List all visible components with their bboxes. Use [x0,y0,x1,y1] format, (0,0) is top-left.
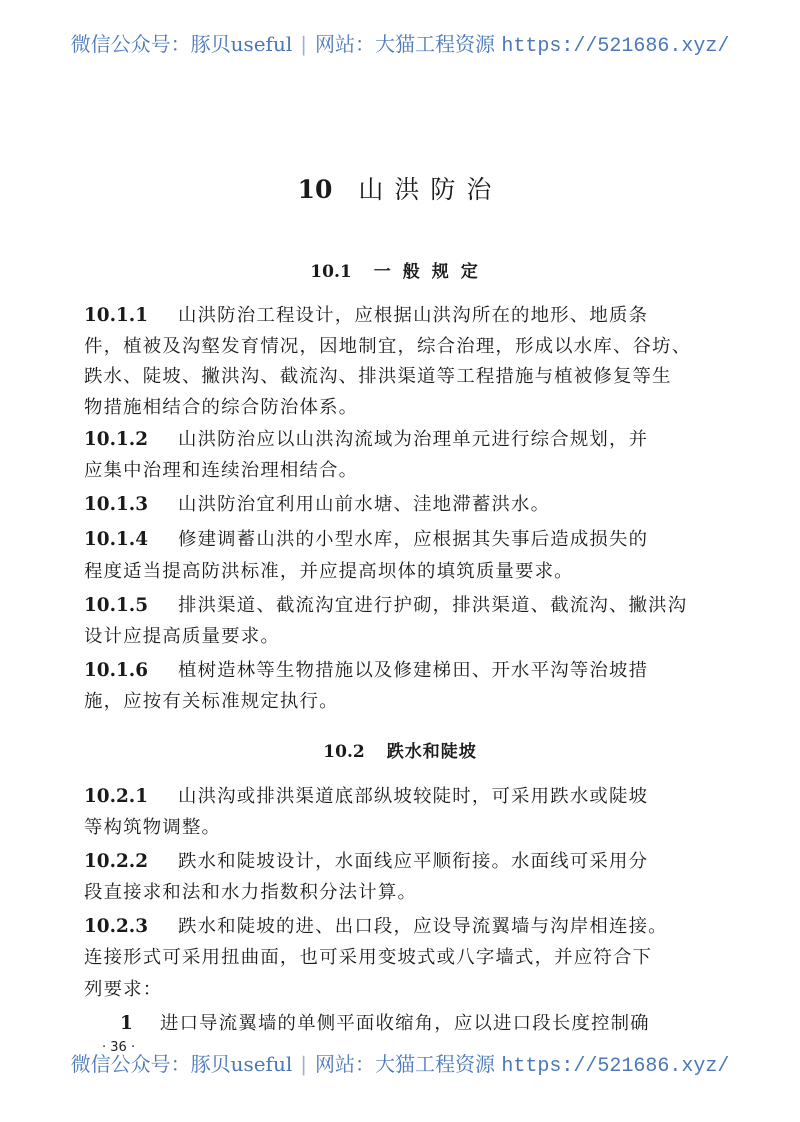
clause-10-1-3 [84,493,550,517]
watermark-bottom [0,1048,800,1078]
clause-number: 10.2.2 [84,851,148,872]
section-heading-10-1 [0,257,800,282]
clause-text-line: 等构筑物调整。 [84,817,222,838]
clause-text: 山洪防治宜利用山前水塘、洼地滞蓄洪水。 [178,494,551,515]
watermark-site: 网站：大猫工程资源 [315,32,495,56]
clause-number: 10.2.3 [84,916,148,937]
clause-number: 10.1.3 [84,494,148,515]
chapter-number: 10 [297,175,333,204]
list-item-1 [120,1012,650,1036]
clause-number: 10.1.2 [84,429,148,450]
watermark-wechat: 微信公众号：豚贝useful [70,32,293,56]
clause-number: 10.2.1 [84,786,148,807]
clause-10-1-6 [84,659,648,683]
watermark-url[interactable]: https://521686.xyz/ [501,35,730,58]
clause-number: 10.1.4 [84,529,148,550]
clause-text-line: 件，植被及沟壑发育情况，因地制宜，综合治理，形成以水库、谷坊、 [84,336,692,357]
watermark-separator: | [300,32,307,56]
clause-text-line: 设计应提高质量要求。 [84,626,280,647]
section-title: 一般规定 [373,262,490,282]
clause-10-2-2 [84,850,648,874]
clause-text: 跌水和陡坡设计，水面线应平顺衔接。水面线可采用分 [178,851,649,872]
clause-text: 修建调蓄山洪的小型水库，应根据其失事后造成损失的 [178,529,649,550]
clause-text-line: 应集中治理和连续治理相结合。 [84,460,359,481]
chapter-title [0,170,800,206]
clause-text-line: 列要求： [84,979,163,1000]
clause-number: 10.1.1 [84,305,148,326]
clause-10-1-5 [84,594,687,618]
clause-number: 10.1.5 [84,595,148,616]
section-title: 跌水和陡坡 [386,742,477,762]
page-number: · 36 · [102,1040,136,1055]
watermark-separator: | [300,1052,307,1076]
clause-10-1-4 [84,528,648,552]
clause-10-2-3 [84,915,668,939]
clause-text-line: 跌水、陡坡、撇洪沟、截流沟、排洪渠道等工程措施与植被修复等生 [84,366,672,387]
clause-text-line: 连接形式可采用扭曲面，也可采用变坡式或八字墙式，并应符合下 [84,947,653,968]
watermark-url[interactable]: https://521686.xyz/ [501,1055,730,1078]
clause-text: 山洪防治应以山洪沟流域为治理单元进行综合规划，并 [178,429,649,450]
item-number: 1 [120,1013,134,1034]
clause-text-line: 物措施相结合的综合防治体系。 [84,397,359,418]
clause-text: 山洪沟或排洪渠道底部纵坡较陡时，可采用跌水或陡坡 [178,786,649,807]
clause-text-line: 段直接求和法和水力指数积分法计算。 [84,882,418,903]
clause-text-line: 施，应按有关标准规定执行。 [84,691,339,712]
clause-text: 跌水和陡坡的进、出口段，应设导流翼墙与沟岸相连接。 [178,916,668,937]
watermark-top [0,28,800,58]
watermark-site: 网站：大猫工程资源 [315,1052,495,1076]
clause-number: 10.1.6 [84,660,148,681]
clause-10-1-1 [84,304,648,328]
clause-10-1-2 [84,428,648,452]
clause-10-2-1 [84,785,648,809]
section-number: 10.2 [323,742,365,762]
chapter-name: 山洪防治 [358,175,503,204]
item-text: 进口导流翼墙的单侧平面收缩角，应以进口段长度控制确 [160,1013,650,1034]
section-heading-10-2 [0,737,800,762]
section-number: 10.1 [310,262,352,282]
clause-text: 山洪防治工程设计，应根据山洪沟所在的地形、地质条 [178,305,649,326]
clause-text-line: 程度适当提高防洪标准，并应提高坝体的填筑质量要求。 [84,561,574,582]
clause-text: 植树造林等生物措施以及修建梯田、开水平沟等治坡措 [178,660,649,681]
clause-text: 排洪渠道、截流沟宜进行护砌，排洪渠道、截流沟、撇洪沟 [178,595,688,616]
watermark-wechat: 微信公众号：豚贝useful [70,1052,293,1076]
